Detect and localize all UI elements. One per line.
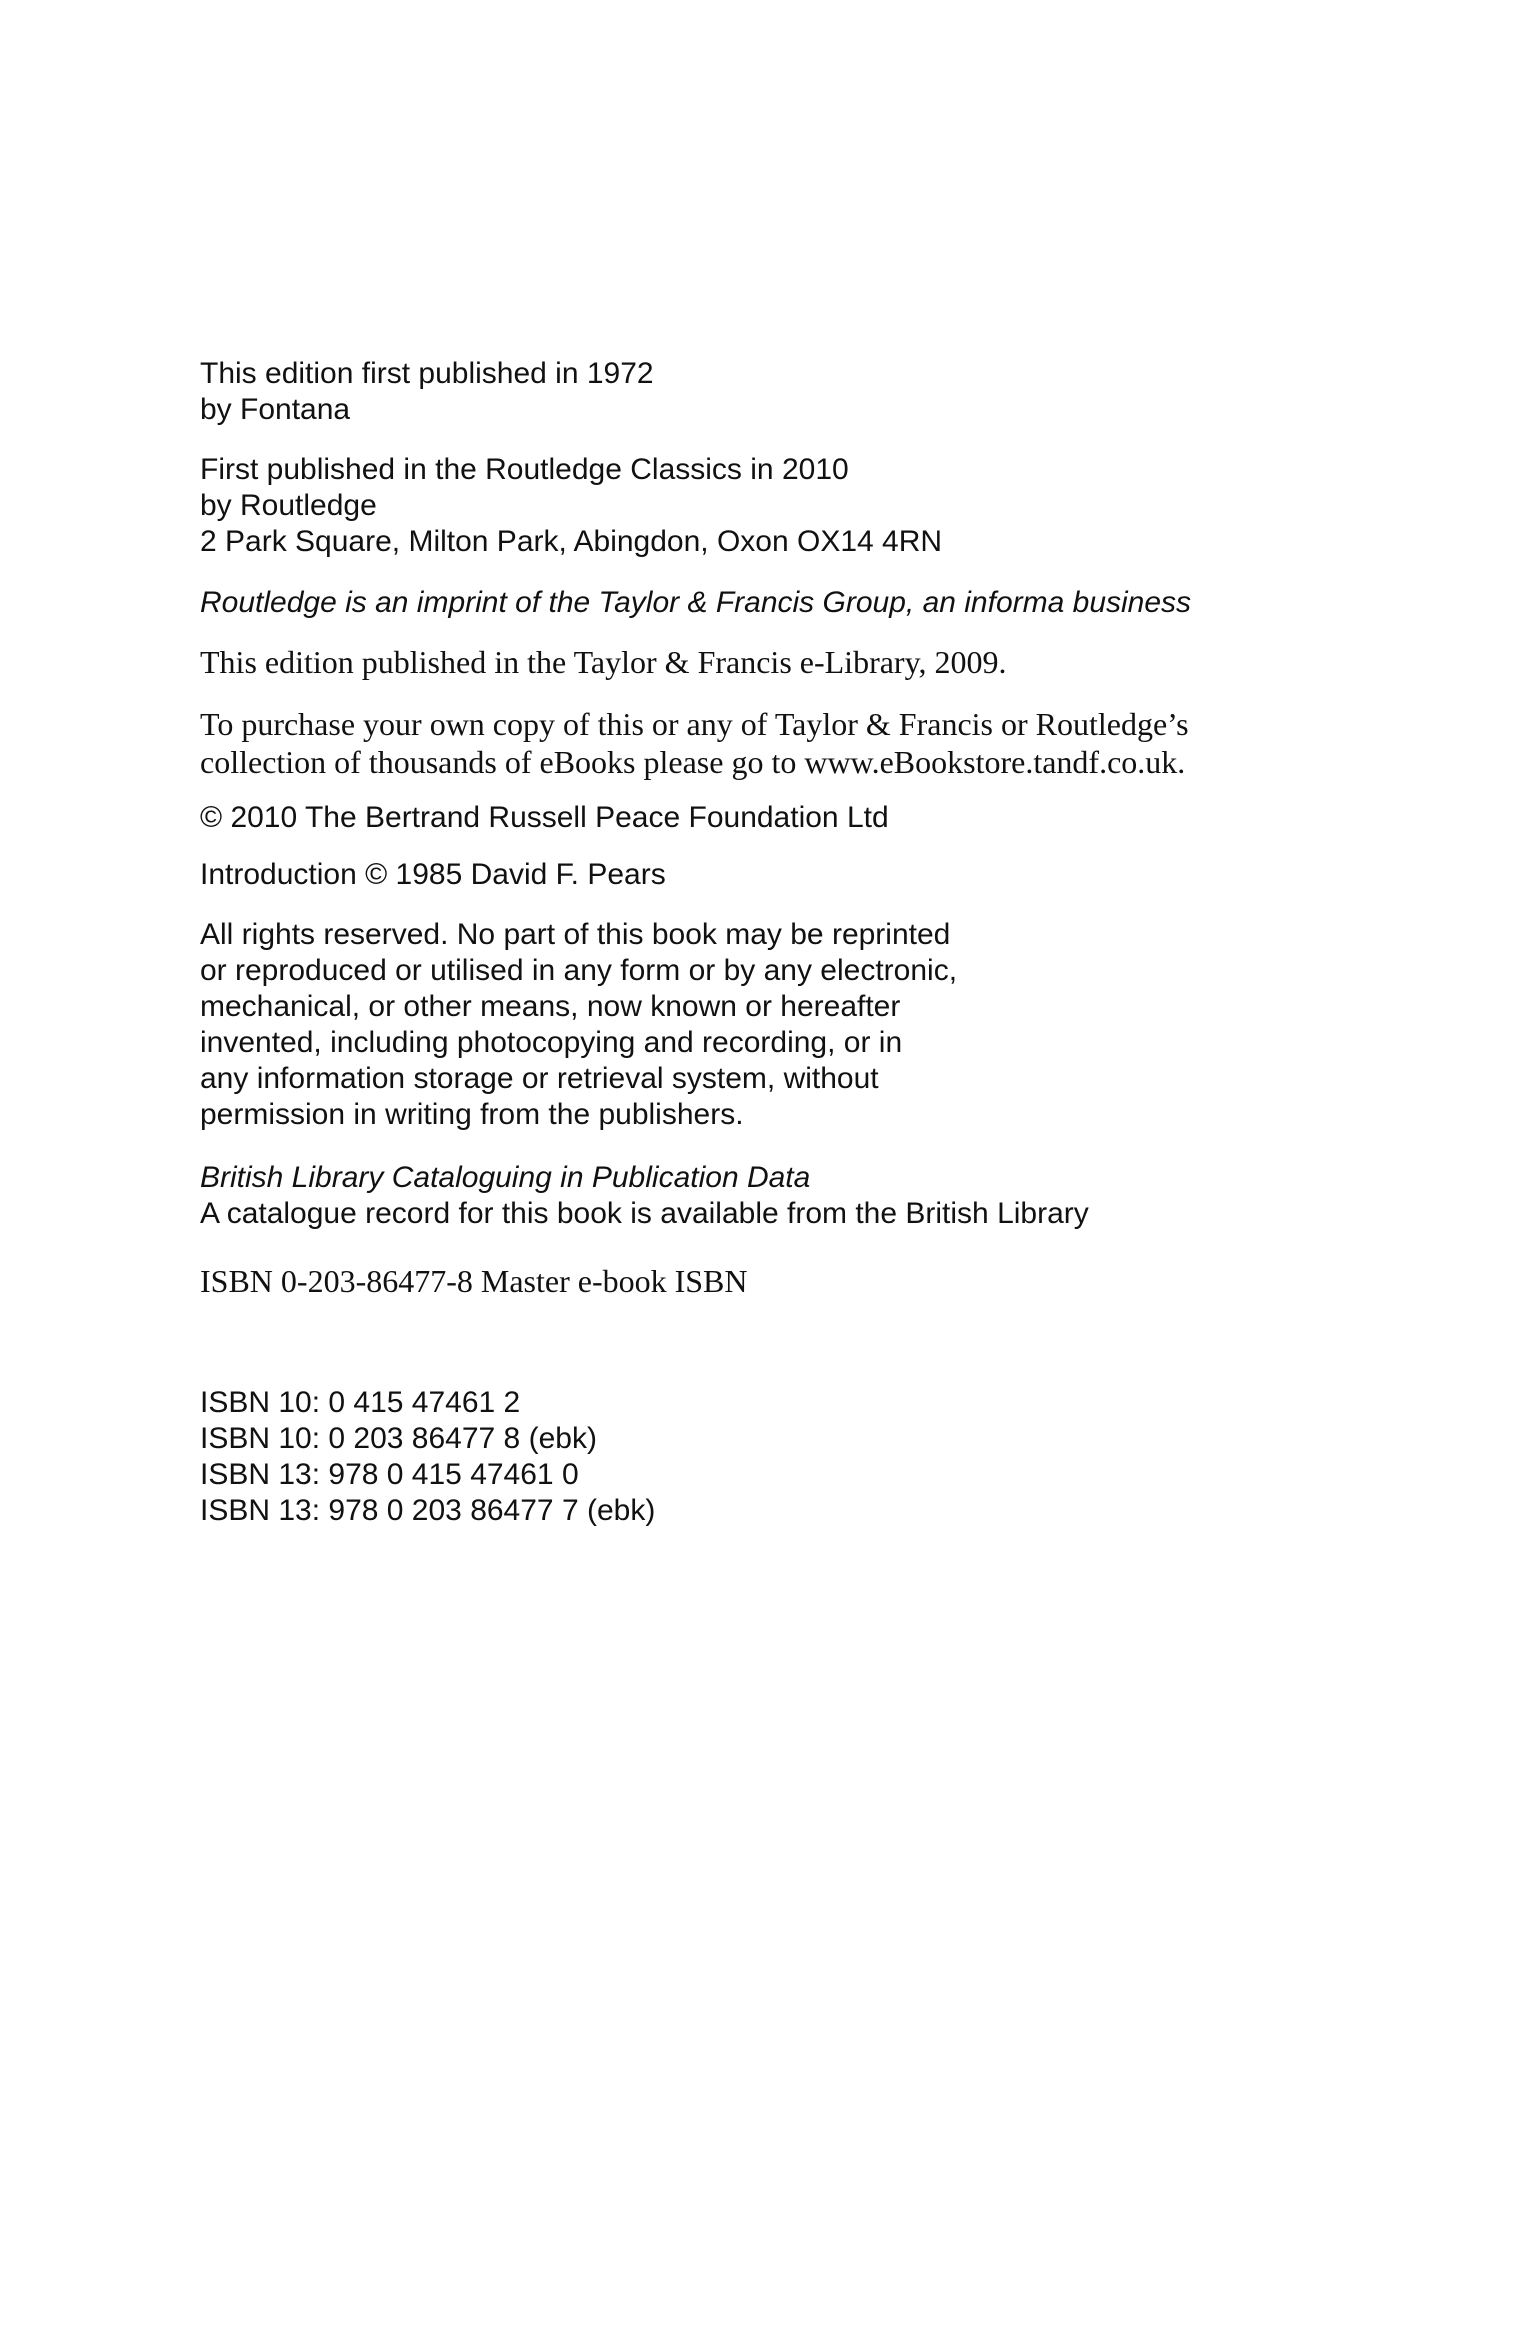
routledge-line: by Routledge (200, 489, 377, 522)
first-edition-block (200, 356, 1320, 428)
purchase-note (200, 705, 1320, 781)
first-edition-line: by Fontana (200, 393, 351, 426)
isbn-line: ISBN 13: 978 0 415 47461 0 (200, 1458, 579, 1491)
master-isbn-text: ISBN 0-203-86477-8 Master e-book ISBN (200, 1263, 748, 1299)
copyright-introduction (200, 857, 1320, 893)
cataloguing-heading: British Library Cataloguing in Publication Data (200, 1161, 811, 1194)
purchase-line: To purchase your own copy of this or any of Taylor & Francis or Routledge’s (200, 706, 1189, 742)
routledge-block (200, 452, 1320, 560)
rights-line: mechanical, or other means, now known or hereafter (200, 990, 901, 1023)
elibrary-note (200, 643, 1320, 681)
isbn-line: ISBN 10: 0 415 47461 2 (200, 1386, 521, 1419)
purchase-line: collection of thousands of eBooks please go to www.eBookstore.tandf.co.uk. (200, 744, 1186, 780)
master-isbn (200, 1262, 1320, 1300)
rights-line: All rights reserved. No part of this book may be reprinted (200, 918, 951, 951)
isbn-line: ISBN 10: 0 203 86477 8 (ebk) (200, 1422, 597, 1455)
rights-line: any information storage or retrieval system, without (200, 1062, 879, 1095)
publisher-address: 2 Park Square, Milton Park, Abingdon, Oxon OX14 4RN (200, 525, 943, 558)
copyright-main (200, 800, 1320, 836)
imprint-note (200, 585, 1320, 621)
rights-line: or reproduced or utilised in any form or by any electronic, (200, 954, 958, 987)
cataloguing-text: A catalogue record for this book is available from the British Library (200, 1197, 1089, 1230)
imprint-note-text: Routledge is an imprint of the Taylor & Francis Group, an informa business (200, 586, 1192, 619)
cataloguing-block (200, 1160, 1320, 1232)
routledge-line: First published in the Routledge Classics in 2010 (200, 453, 849, 486)
copyright-introduction-text: Introduction © 1985 David F. Pears (200, 858, 666, 891)
first-edition-line: This edition first published in 1972 (200, 357, 654, 390)
isbn-line: ISBN 13: 978 0 203 86477 7 (ebk) (200, 1494, 656, 1527)
rights-line: invented, including photocopying and recording, or in (200, 1026, 903, 1059)
copyright-main-text: © 2010 The Bertrand Russell Peace Foundation Ltd (200, 801, 889, 834)
rights-block (200, 917, 1320, 1133)
elibrary-note-text: This edition published in the Taylor & Francis e-Library, 2009. (200, 644, 1007, 680)
rights-line: permission in writing from the publishers. (200, 1098, 744, 1131)
isbn-list (200, 1385, 1320, 1529)
